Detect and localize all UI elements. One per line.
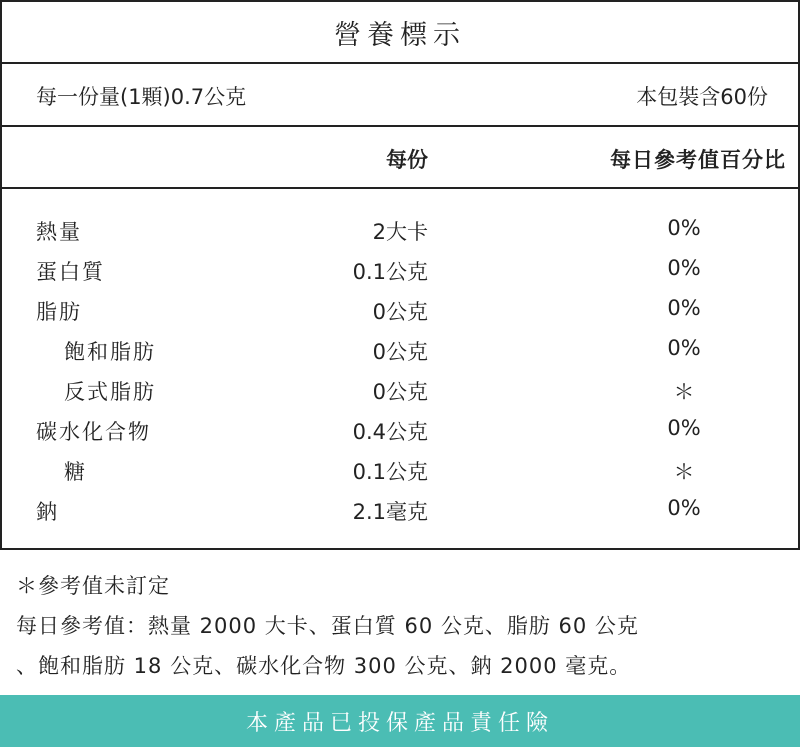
serving-size: 每一份量(1顆)0.7公克 (36, 85, 247, 109)
nutrient-row-calories (2, 210, 798, 250)
daily-reference-line-1: 每日參考值：熱量 2000 大卡、蛋白質 60 公克、脂肪 60 公克 (16, 614, 639, 638)
nutrient-row-protein (2, 250, 798, 290)
daily-reference-line-2: 、飽和脂肪 18 公克、碳水化合物 300 公克、鈉 2000 毫克。 (16, 654, 632, 678)
nutrient-daily-value: 0% (667, 216, 701, 240)
nutrient-amount: 2.1毫克 (352, 500, 428, 524)
nutrient-row-sugar (2, 450, 798, 490)
nutrient-amount: 0公克 (372, 340, 428, 364)
column-header-daily-value: 每日參考值百分比 (610, 148, 786, 172)
nutrient-rows (2, 210, 798, 530)
nutrient-name: 反式脂肪 (64, 380, 156, 404)
nutrient-amount: 0公克 (372, 380, 428, 404)
nutrient-name: 碳水化合物 (36, 420, 151, 444)
nutrient-row-carbohydrate (2, 410, 798, 450)
serving-info-row (2, 64, 798, 127)
nutrient-daily-value: 0% (667, 296, 701, 320)
nutrient-name: 蛋白質 (36, 260, 105, 284)
nutrient-daily-value: ＊ (673, 380, 695, 404)
nutrient-name: 糖 (64, 460, 87, 484)
label-title: 營養標示 (2, 2, 798, 64)
servings-per-package: 本包裝含60份 (636, 85, 768, 109)
label-notes (16, 566, 796, 686)
nutrient-daily-value: 0% (667, 416, 701, 440)
nutrient-amount: 0.1公克 (352, 260, 428, 284)
nutrient-daily-value: ＊ (673, 460, 695, 484)
nutrient-name: 飽和脂肪 (64, 340, 156, 364)
nutrient-amount: 2大卡 (372, 220, 428, 244)
column-header-row (2, 127, 798, 189)
nutrient-amount: 0公克 (372, 300, 428, 324)
nutrient-row-saturated-fat (2, 330, 798, 370)
nutrient-daily-value: 0% (667, 336, 701, 360)
nutrient-name: 脂肪 (36, 300, 82, 324)
insurance-banner: 本產品已投保產品責任險 (0, 695, 800, 747)
footnote-not-established: ＊參考值未訂定 (16, 574, 170, 598)
nutrient-row-trans-fat (2, 370, 798, 410)
nutrient-name: 熱量 (36, 220, 82, 244)
nutrient-row-sodium (2, 490, 798, 530)
nutrient-name: 鈉 (36, 500, 59, 524)
nutrient-daily-value: 0% (667, 496, 701, 520)
nutrient-amount: 0.4公克 (352, 420, 428, 444)
nutrient-amount: 0.1公克 (352, 460, 428, 484)
nutrient-daily-value: 0% (667, 256, 701, 280)
column-header-per-serving: 每份 (386, 148, 428, 172)
nutrient-row-fat (2, 290, 798, 330)
